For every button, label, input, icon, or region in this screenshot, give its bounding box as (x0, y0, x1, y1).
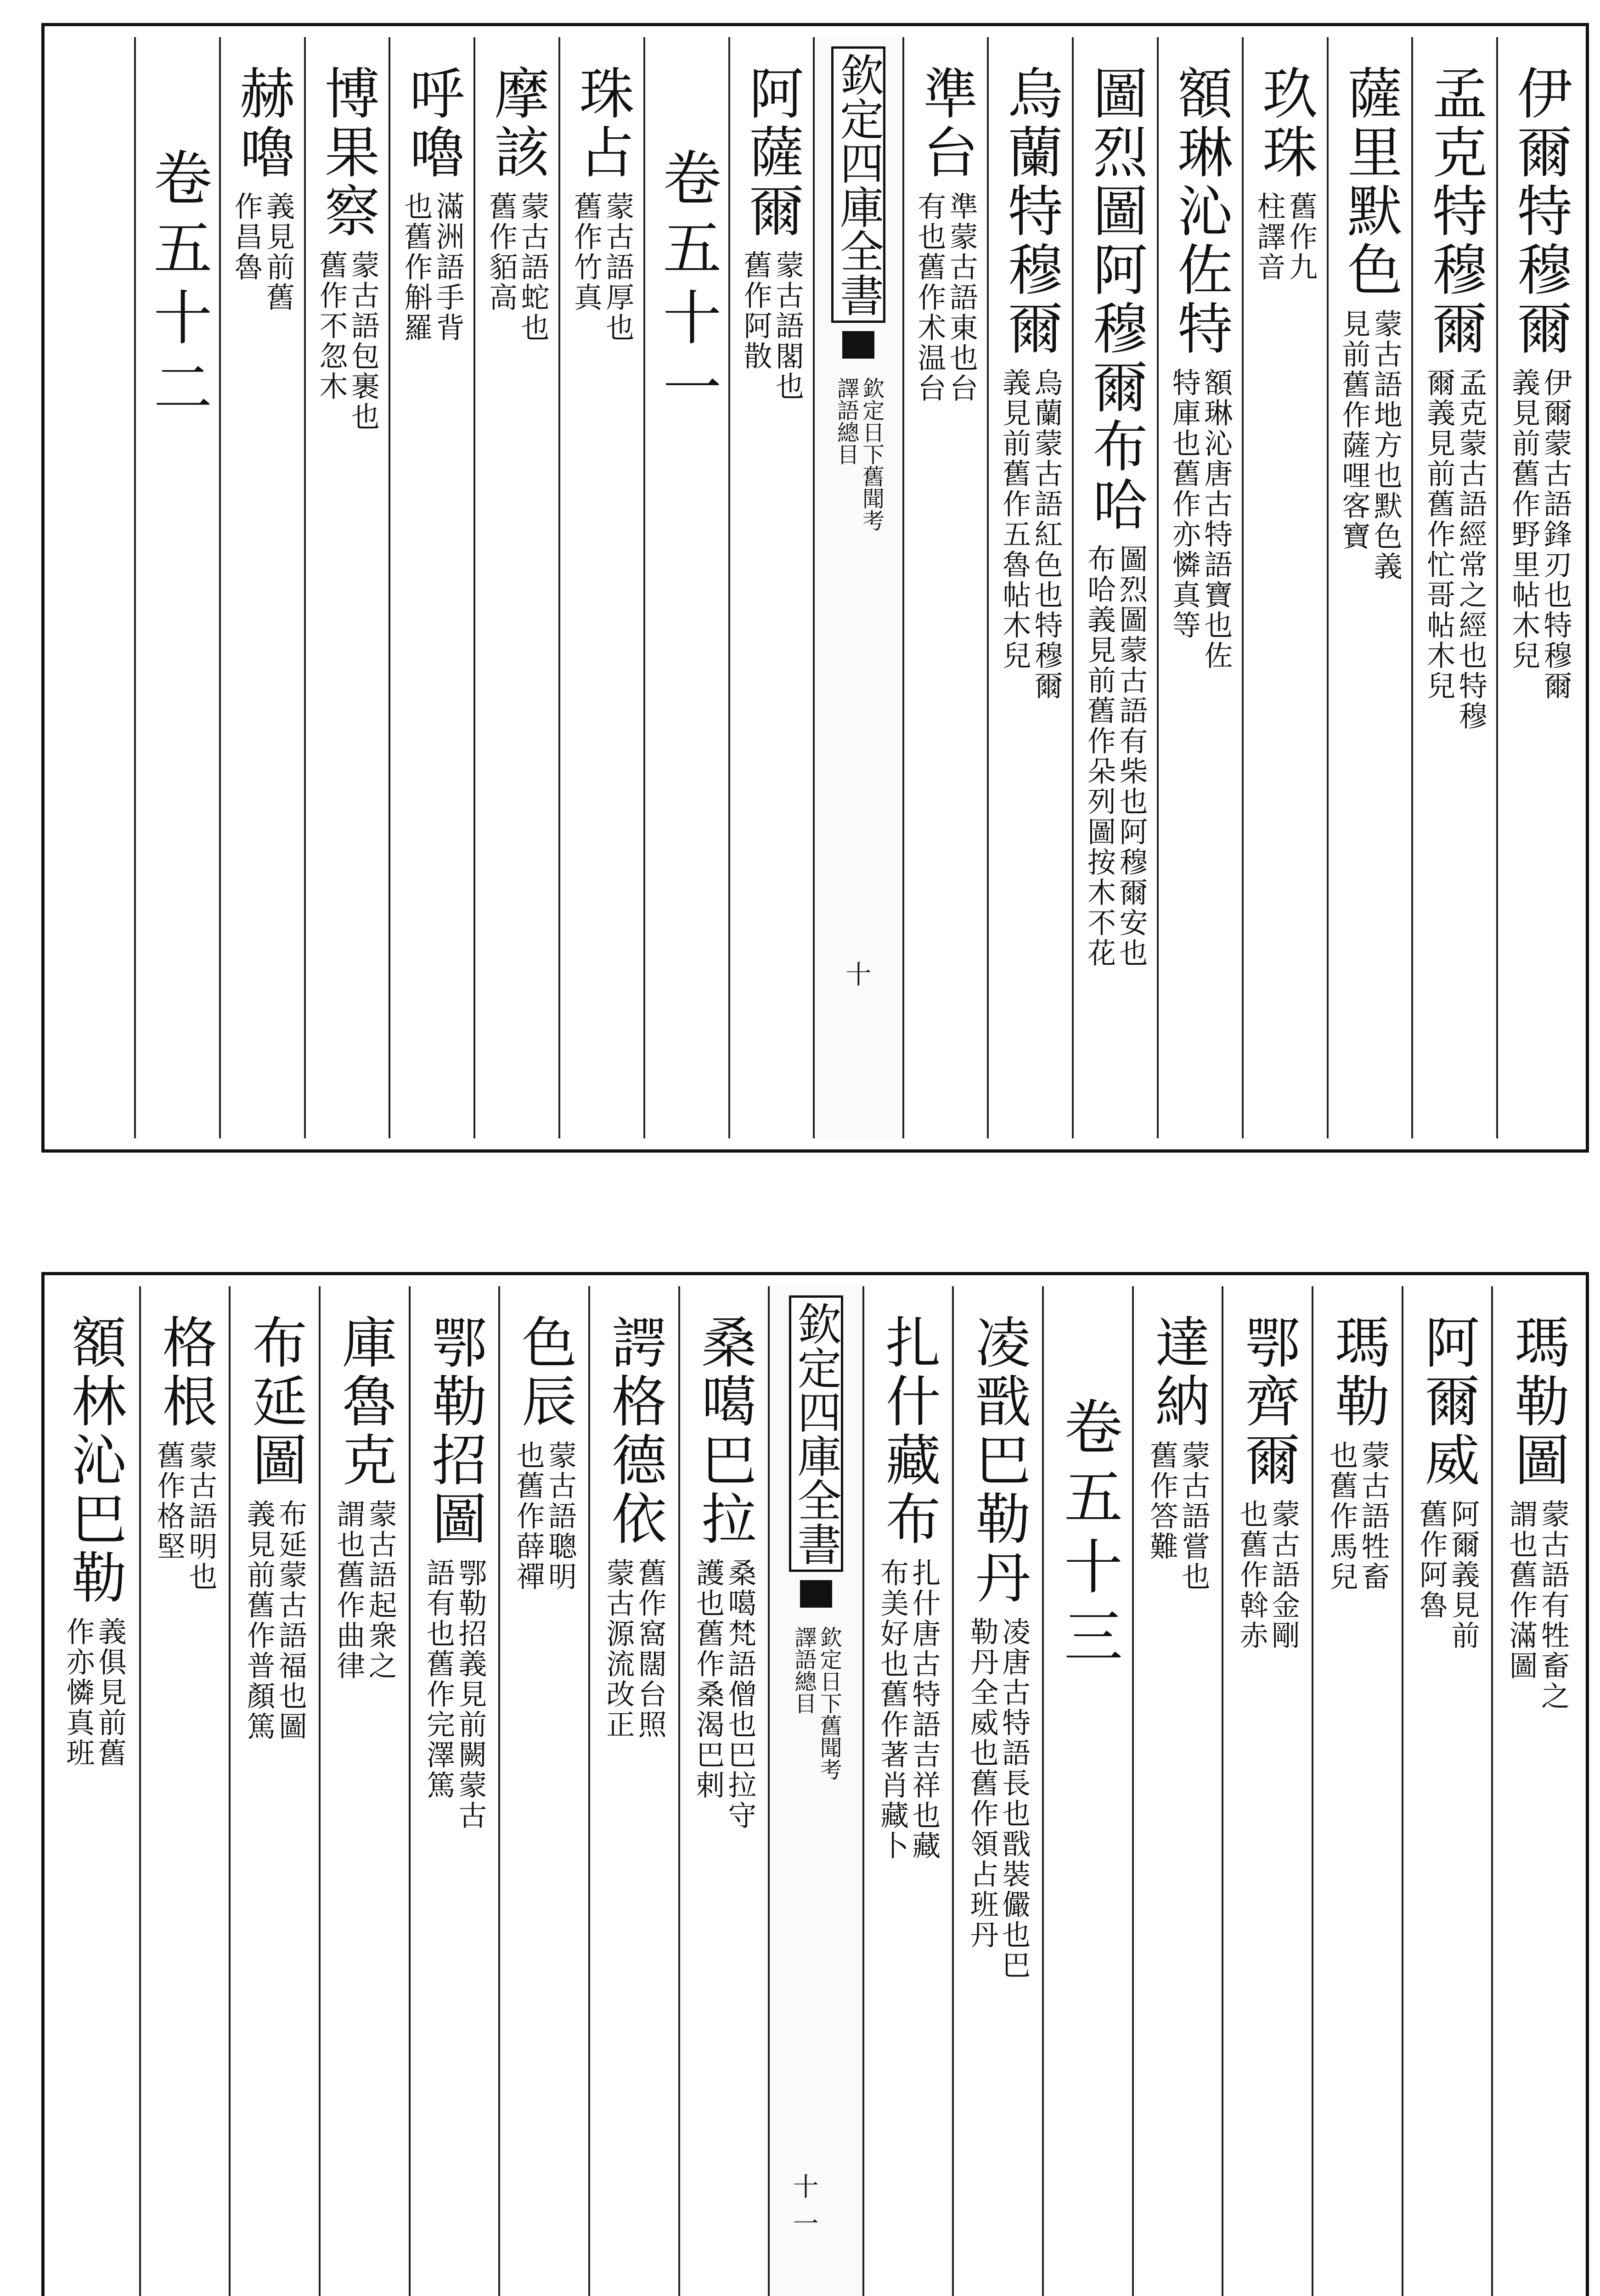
entry-term: 玖珠 (1253, 65, 1318, 182)
gloss-line: 也舊作斛羅 (399, 191, 433, 343)
entry-column (498, 1286, 588, 2296)
top-columns (49, 37, 1581, 1138)
gloss-line: 蒙古語起衆之 (364, 1499, 398, 1681)
gloss-line: 滿洲語手背 (431, 191, 465, 343)
entry-column (1312, 1286, 1402, 2296)
entry-column (728, 37, 813, 1138)
entry-term: 呼嚕 (400, 65, 464, 182)
fish-tail-mark (800, 1580, 832, 1608)
gloss-line: 額琳沁唐古特語寶也佐 (1199, 368, 1233, 671)
sub-title (791, 1626, 841, 1780)
gloss-line: 伊爾蒙古語鋒刃也特穆爾 (1539, 368, 1573, 701)
gloss-line: 蒙古語包裹也 (346, 250, 380, 432)
gloss-line: 布美好也舊作著肖藏卜 (875, 1558, 909, 1861)
gloss-line: 護也舊作桑渴巴剌 (691, 1558, 725, 1801)
entry-gloss (1508, 368, 1572, 701)
gloss-line: 舊作答難 (1145, 1441, 1179, 1562)
gloss-line: 蒙古語地方也默色義 (1369, 309, 1403, 582)
book-title: 欽定四庫全書 (831, 46, 885, 323)
gloss-line: 布哈義見前舊作朵列圖按木不花 (1082, 544, 1116, 968)
gloss-line: 凌唐古特語長也戬裝儼也巴 (997, 1617, 1031, 1981)
juan-heading: 卷五十一 (653, 147, 721, 427)
gloss-line: 舊作格堅 (152, 1441, 186, 1562)
gloss-line: 蒙古語金剛 (1267, 1499, 1301, 1651)
entry-column (1132, 1286, 1222, 2296)
juan-heading-column (643, 37, 728, 1138)
entry-column (49, 37, 134, 1138)
gloss-line: 蒙古語明也 (184, 1441, 218, 1592)
gloss-line: 見前舊作薩哩客寶 (1337, 309, 1371, 551)
gloss-line: 布延蒙古語福也圖 (274, 1499, 308, 1742)
entry-column (304, 37, 389, 1138)
gloss-line: 蒙古語牲畜 (1357, 1441, 1391, 1592)
entry-gloss (876, 1558, 940, 1861)
sub-title-line: 欽定日下舊聞考 (858, 377, 885, 531)
entry-term: 烏蘭特穆爾 (998, 65, 1063, 359)
entry-column (1222, 1286, 1312, 2296)
entry-term: 格根 (153, 1314, 217, 1431)
entry-gloss (1505, 1499, 1569, 1711)
entry-column (902, 37, 987, 1138)
entry-column (1411, 37, 1496, 1138)
entry-column (319, 1286, 409, 2296)
entry-column (139, 1286, 229, 2296)
gloss-line: 也舊作斡赤 (1235, 1499, 1269, 1651)
gloss-line: 義俱見前舊 (93, 1617, 127, 1768)
entry-column (1157, 37, 1242, 1138)
entry-gloss (1338, 309, 1402, 582)
entry-gloss (231, 191, 294, 313)
gloss-line: 謂也舊作滿圖 (1504, 1499, 1538, 1681)
gloss-line: 舊作窩闊台照 (633, 1558, 667, 1740)
entry-gloss (740, 250, 804, 402)
entry-gloss (400, 191, 464, 343)
gloss-line: 也舊作馬兒 (1324, 1441, 1358, 1592)
entry-column (389, 37, 473, 1138)
leaf-number: 十一 (793, 2172, 819, 2239)
entry-column (219, 37, 304, 1138)
entry-term: 珠占 (570, 65, 634, 182)
entry-gloss (153, 1441, 217, 1592)
entry-term: 博果察 (315, 65, 379, 241)
sub-title (833, 377, 884, 531)
gloss-line: 蒙古語厚也 (601, 191, 635, 343)
entry-term: 孟克特穆爾 (1423, 65, 1487, 359)
entry-gloss (1146, 1441, 1210, 1592)
bottom-panel (41, 1272, 1589, 2296)
gloss-line: 柱譯音 (1252, 191, 1286, 282)
gloss-line: 語有也舊作完澤篤 (422, 1558, 456, 1801)
entry-term: 摩該 (485, 65, 549, 182)
entry-column (678, 1286, 768, 2296)
entry-term: 鄂勒招圖 (423, 1314, 487, 1549)
gloss-line: 烏蘭蒙古語紅色也特穆爾 (1030, 368, 1064, 701)
entry-gloss (1423, 368, 1487, 732)
entry-gloss (62, 1617, 126, 1768)
entry-column (952, 1286, 1042, 2296)
entry-gloss (998, 368, 1062, 701)
gloss-line: 作亦憐真班 (61, 1617, 95, 1768)
entry-term: 額琳沁佐特 (1168, 65, 1233, 359)
entry-column (588, 1286, 678, 2296)
entry-column (987, 37, 1072, 1138)
entry-column (1491, 1286, 1581, 2296)
entry-term: 赫嚕 (231, 65, 295, 182)
gloss-line: 義見前舊作普顏篤 (242, 1499, 276, 1742)
gloss-line: 桑噶梵語僧也巴拉守 (723, 1558, 757, 1831)
entry-term: 圖烈圖阿穆爾布哈 (1083, 65, 1148, 535)
entry-column (558, 37, 643, 1138)
gloss-line: 蒙古語嘗也 (1177, 1441, 1211, 1592)
gloss-line: 蒙古語聰明 (543, 1441, 577, 1592)
gloss-line: 舊作阿散 (739, 250, 773, 371)
entry-gloss (485, 191, 549, 343)
top-panel (41, 23, 1589, 1153)
gloss-line: 舊作阿魯 (1414, 1499, 1448, 1621)
gloss-line: 舊作貊高 (484, 191, 518, 313)
entry-column (49, 1286, 139, 2296)
book-title: 欽定四庫全書 (789, 1295, 843, 1572)
juan-heading-column (134, 37, 219, 1138)
gloss-line: 扎什唐古特語吉祥也藏 (907, 1558, 941, 1861)
juan-heading-column (1042, 1286, 1132, 2296)
entry-gloss (1415, 1499, 1479, 1651)
gloss-line: 舊作竹真 (569, 191, 603, 313)
entry-gloss (1253, 191, 1317, 282)
sub-title-line: 譯語總目 (833, 377, 859, 465)
gloss-line: 勒丹全威也舊作領占班丹 (965, 1617, 999, 1950)
entry-column (229, 1286, 319, 2296)
gloss-line: 義見前舊作五魯帖木兒 (997, 368, 1031, 671)
center-fold (813, 37, 902, 1138)
entry-gloss (1083, 544, 1147, 968)
entry-term: 薩里默色 (1338, 65, 1402, 300)
gloss-line: 圖烈圖蒙古語有柴也阿穆爾安也 (1114, 544, 1148, 968)
entry-term: 瑪勒 (1325, 1314, 1390, 1431)
entry-column (862, 1286, 952, 2296)
entry-term: 色辰 (513, 1314, 577, 1431)
entry-gloss (243, 1499, 307, 1742)
entry-term: 額林沁巴勒 (62, 1314, 126, 1608)
juan-heading: 卷五十三 (1054, 1396, 1122, 1676)
entry-term: 庫魯克 (332, 1314, 397, 1490)
fish-tail-mark (842, 331, 874, 359)
center-fold (768, 1286, 862, 2296)
leaf-number: 十 (845, 960, 872, 990)
bottom-columns (49, 1286, 1581, 2296)
entry-term: 鄂齊爾 (1236, 1314, 1300, 1490)
entry-term: 桑噶巴拉 (692, 1314, 756, 1549)
gloss-line: 義見前舊 (261, 191, 295, 313)
gloss-line: 蒙古語閣也 (771, 250, 805, 402)
entry-column (1496, 37, 1581, 1138)
entry-term: 阿薩爾 (740, 65, 804, 241)
gloss-line: 舊作不忽木 (314, 250, 348, 402)
gloss-line: 準蒙古語東也台 (945, 191, 979, 404)
gloss-line: 蒙古源流改正 (601, 1558, 635, 1740)
entry-term: 凌戬巴勒丹 (966, 1314, 1031, 1608)
entry-column (409, 1286, 499, 2296)
entry-column (1402, 1286, 1492, 2296)
entry-gloss (315, 250, 379, 432)
entry-gloss (602, 1558, 666, 1740)
entry-term: 達納 (1146, 1314, 1210, 1431)
entry-term: 諤格德依 (602, 1314, 666, 1549)
entry-gloss (1236, 1499, 1300, 1651)
entry-gloss (966, 1617, 1030, 1981)
gloss-line: 蒙古語蛇也 (516, 191, 550, 343)
entry-term: 瑪勒圖 (1505, 1314, 1570, 1490)
entry-term: 準台 (913, 65, 978, 182)
entry-column (473, 37, 558, 1138)
gloss-line: 謂也舊作曲律 (332, 1499, 366, 1681)
entry-column (1242, 37, 1327, 1138)
gloss-line: 特庫也舊作亦憐真等 (1167, 368, 1201, 641)
sub-title-line: 欽定日下舊聞考 (816, 1626, 842, 1780)
gloss-line: 阿爾義見前 (1446, 1499, 1480, 1651)
entry-term: 阿爾威 (1415, 1314, 1480, 1490)
entry-column (1072, 37, 1157, 1138)
entry-term: 布延圖 (243, 1314, 307, 1490)
entry-term: 伊爾特穆爾 (1508, 65, 1572, 359)
juan-heading: 卷五十二 (143, 147, 212, 427)
entry-gloss (332, 1499, 396, 1681)
gloss-line: 義見前舊作野里帖木兒 (1507, 368, 1541, 671)
gloss-line: 也舊作薛禪 (512, 1441, 546, 1592)
entry-gloss (423, 1558, 486, 1831)
gloss-line: 孟克蒙古語經常之經也特穆 (1454, 368, 1488, 732)
gloss-line: 舊作九 (1284, 191, 1318, 282)
gloss-line: 蒙古語有牲畜之 (1536, 1499, 1570, 1711)
entry-gloss (513, 1441, 576, 1592)
entry-gloss (692, 1558, 756, 1831)
gloss-line: 鄂勒招義見前闕蒙古 (453, 1558, 487, 1831)
entry-gloss (570, 191, 634, 343)
entry-gloss (1168, 368, 1232, 671)
entry-column (1327, 37, 1412, 1138)
gloss-line: 有也舊作术温台 (913, 191, 946, 404)
entry-term: 扎什藏布 (876, 1314, 941, 1549)
gloss-line: 作昌魯 (230, 191, 264, 282)
entry-gloss (913, 191, 977, 404)
sub-title-line: 譯語總目 (791, 1626, 817, 1714)
entry-gloss (1325, 1441, 1389, 1592)
gloss-line: 爾義見前舊作忙哥帖木兒 (1422, 368, 1456, 701)
